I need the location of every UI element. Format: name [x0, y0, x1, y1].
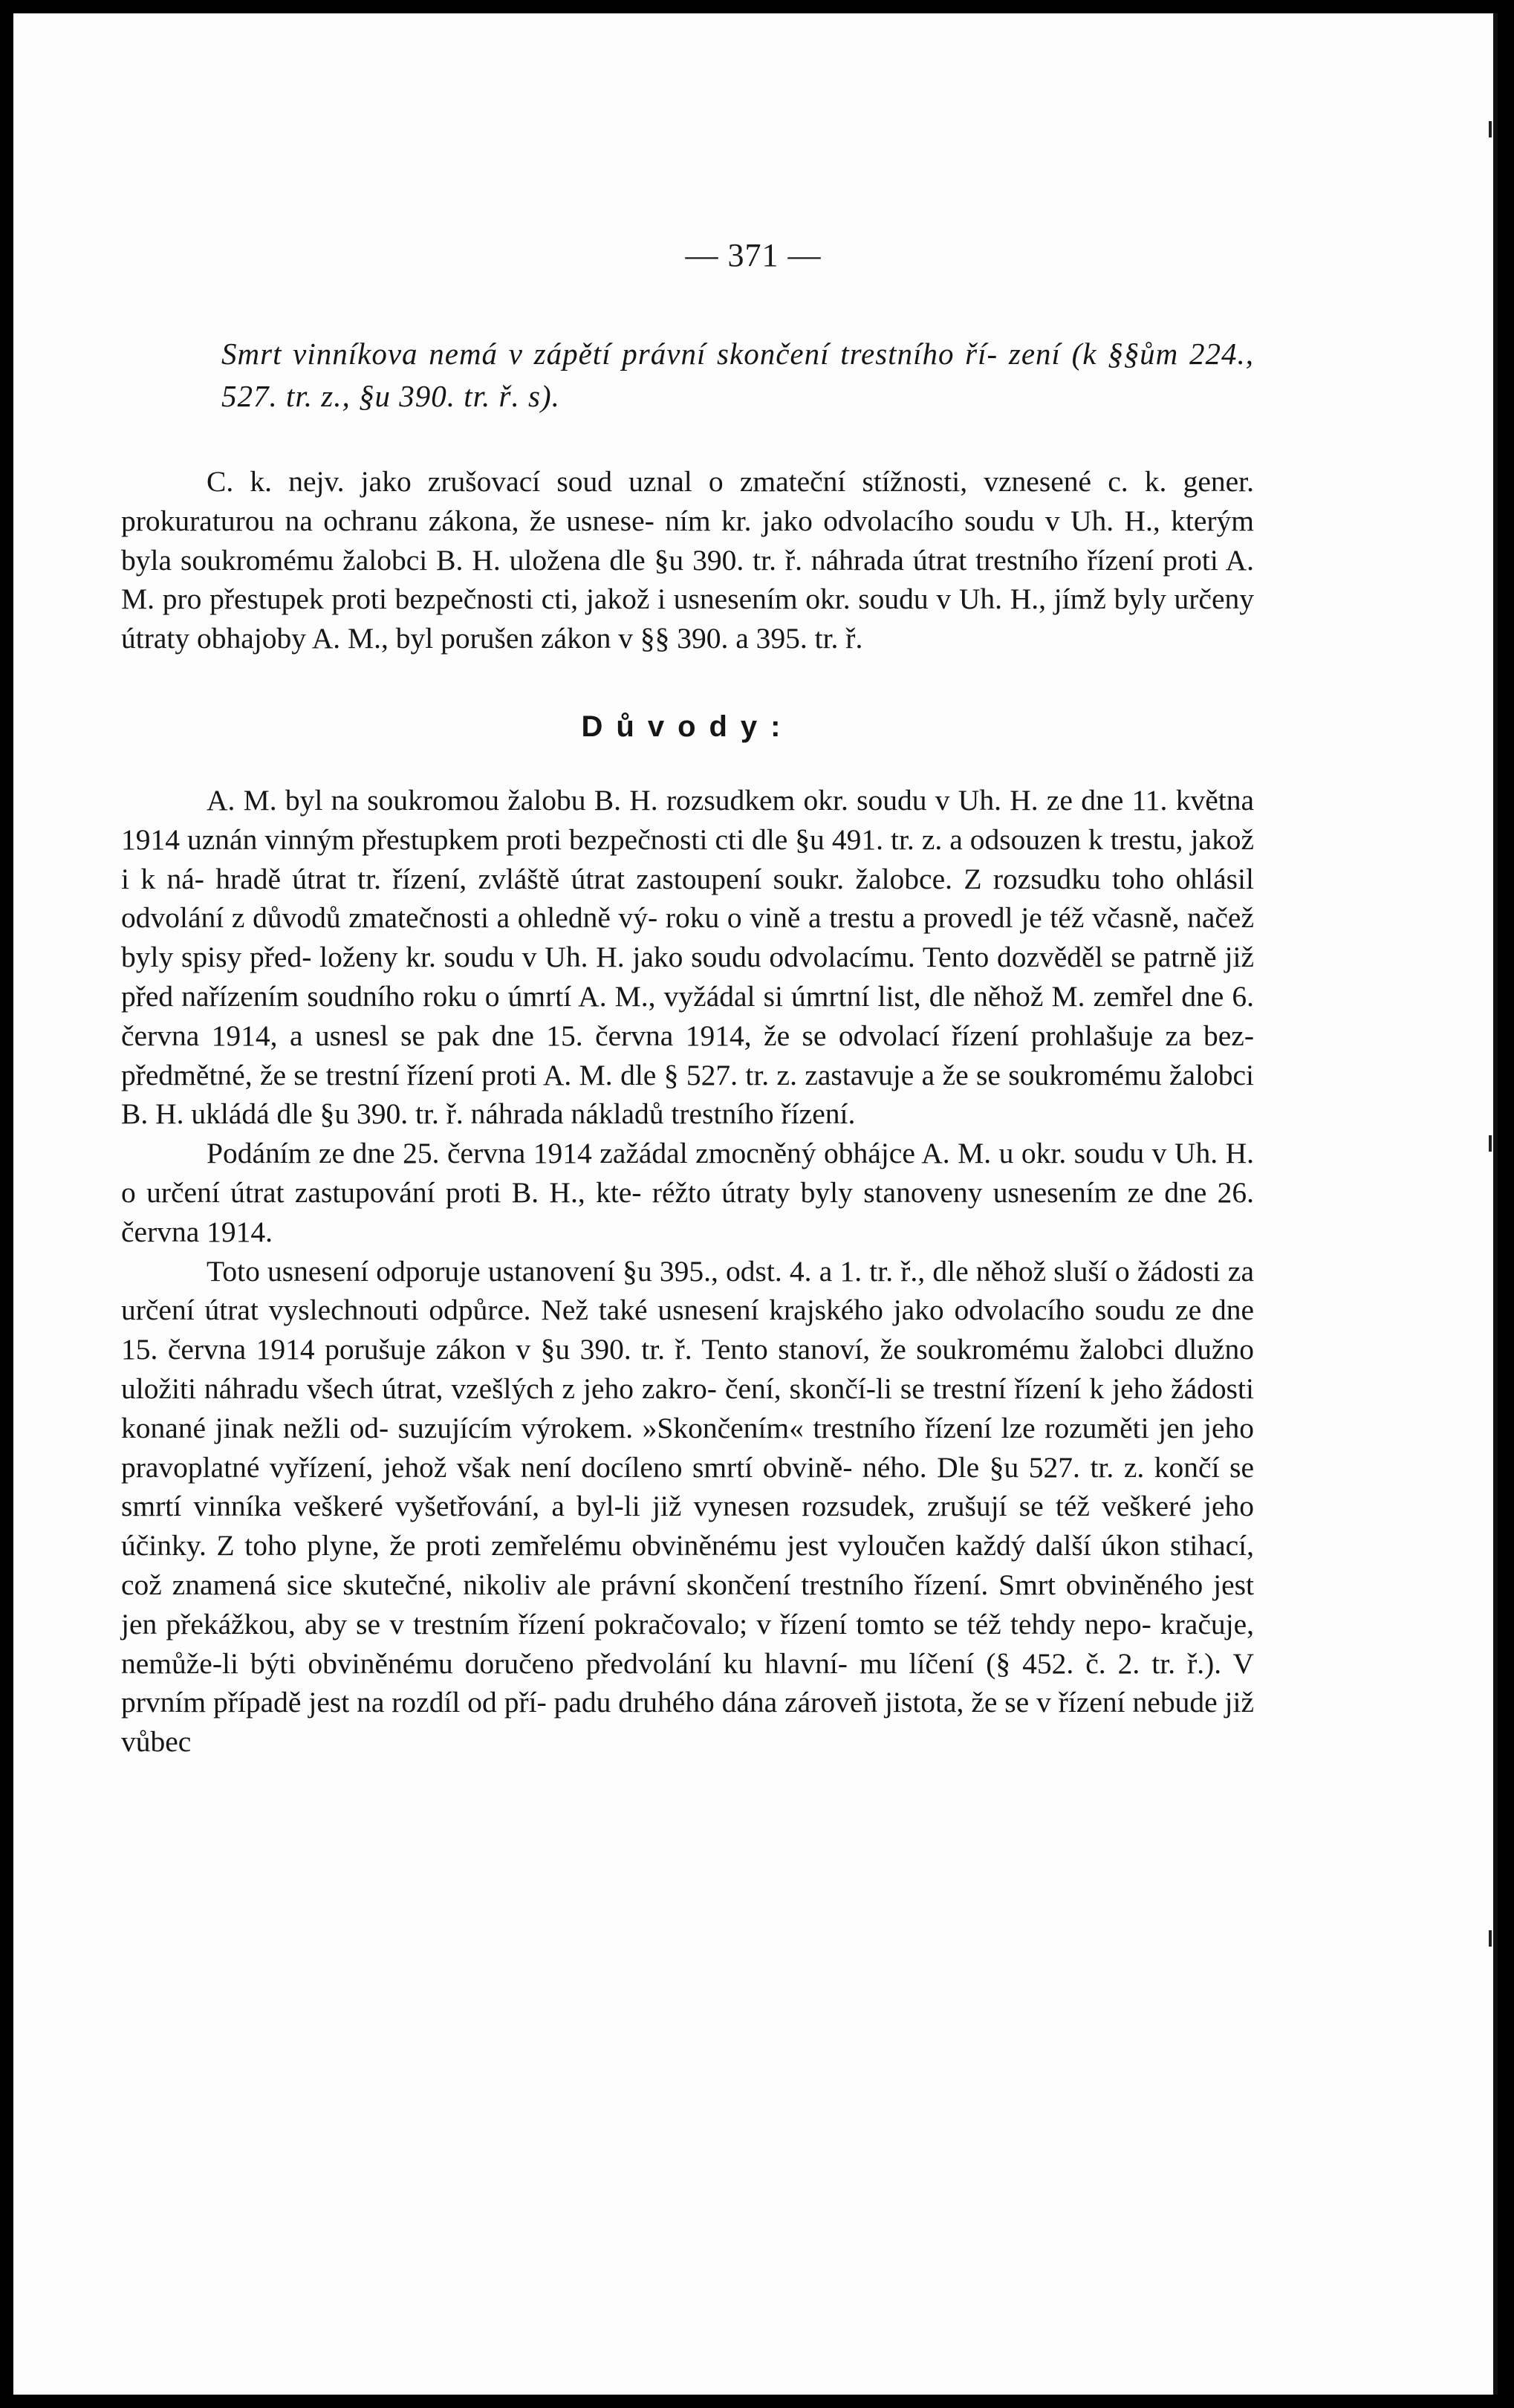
page-number: — 371 — [685, 237, 822, 273]
section-heading: Důvody: [581, 710, 794, 743]
headnote: Smrt vinníkova nemá v zápětí právní skončení trestního ří- zení (k §§ům 224., 527. tr. z., §u 390. tr. ř. s). [221, 337, 1254, 413]
body-paragraph: Toto usnesení odporuje ustanovení §u 395., odst. 4. a 1. tr. ř., dle něhož sluší o žádosti za určení útrat vyslechnouti odpůrce. Než také usnesení krajského jako odvolacího soudu ze dne 15. června 1914 porušuje zákon v §u 390. tr. ř. Tento stanoví, že soukromému žalobci dlužno uložiti náhradu všech útrat, vzešlých z jeho zakro- čení, skončí-li se trestní řízení k jeho žádosti konané jinak nežli od- suzujícím výrokem. »Skončením« trestního řízení lze rozuměti jen jeho pravoplatné vyřízení, jehož však není docíleno smrtí obvině- ného. Dle §u 527. tr. z. končí se smrtí vinníka veškeré vyšetřování, a byl-li již vynesen rozsudek, zrušují se též veškeré jeho účinky. Z toho plyne, že proti zemřelému obviněnému jest vyloučen každý další úkon stihací, což znamená sice skutečné, nikoliv ale právní skončení trestního řízení. Smrt obviněného jest jen překážkou, aby se v trestním řízení pokračovalo; v řízení tomto se též tehdy nepo- kračuje, nemůže-li býti obviněnému doručeno předvolání ku hlavní- mu líčení (§ 452. č. 2. tr. ř.). V prvním případě jest na rozdíl od pří- padu druhého dána zároveň jistota, že se v řízení nebude již vůbec [121, 1254, 1254, 1759]
body-paragraph: A. M. byl na soukromou žalobu B. H. rozsudkem okr. soudu v Uh. H. ze dne 11. května 1914 uznán vinným přestupkem proti bezpečnosti cti dle §u 491. tr. z. a odsouzen k trestu, jakož i k ná- hradě útrat tr. řízení, zvláště útrat zastoupení soukr. žalobce. Z rozsudku toho ohlásil odvolání z důvodů zmatečnosti a ohledně vý- roku o vině a trestu a provedl je též včasně, načež byly spisy před- loženy kr. soudu v Uh. H. jako soudu odvolacímu. Tento dozvěděl se patrně již před nařízením soudního roku o úmrtí A. M., vyžádal si úmrtní list, dle něhož M. zemřel dne 6. června 1914, a usnesl se pak dne 15. června 1914, že se odvolací řízení prohlašuje za bez- předmětné, že se trestní řízení proti A. M. dle § 527. tr. z. zastavuje a že se soukromému žalobci B. H. ukládá dle §u 390. tr. ř. náhrada nákladů trestního řízení. [121, 783, 1254, 1131]
scan-edge-mark [1489, 1135, 1492, 1152]
scan-edge-mark [1489, 1930, 1492, 1947]
decision-paragraph: C. k. nejv. jako zrušovací soud uznal o zmateční stížnosti, vznesené c. k. gener. prokuraturou na ochranu zákona, že usnese- ním kr. jako odvolacího soudu v Uh. H., kterým byla soukromému žalobci B. H. uložena dle §u 390. tr. ř. náhrada útrat trestního řízení proti A. M. pro přestupek proti bezpečnosti cti, jakož i usnesením okr. soudu v Uh. H., jímž byly určeny útraty obhajoby A. M., byl porušen zákon v §§ 390. a 395. tr. ř. [121, 465, 1254, 655]
document-page [13, 13, 1498, 2395]
scan-edge-mark [1489, 121, 1492, 137]
body-paragraph: Podáním ze dne 25. června 1914 zažádal zmocněný obhájce A. M. u okr. soudu v Uh. H. o určení útrat zastupování proti B. H., kte- réžto útraty byly stanoveny usnesením ze dne 26. června 1914. [121, 1137, 1254, 1248]
page-content [121, 333, 1254, 1762]
